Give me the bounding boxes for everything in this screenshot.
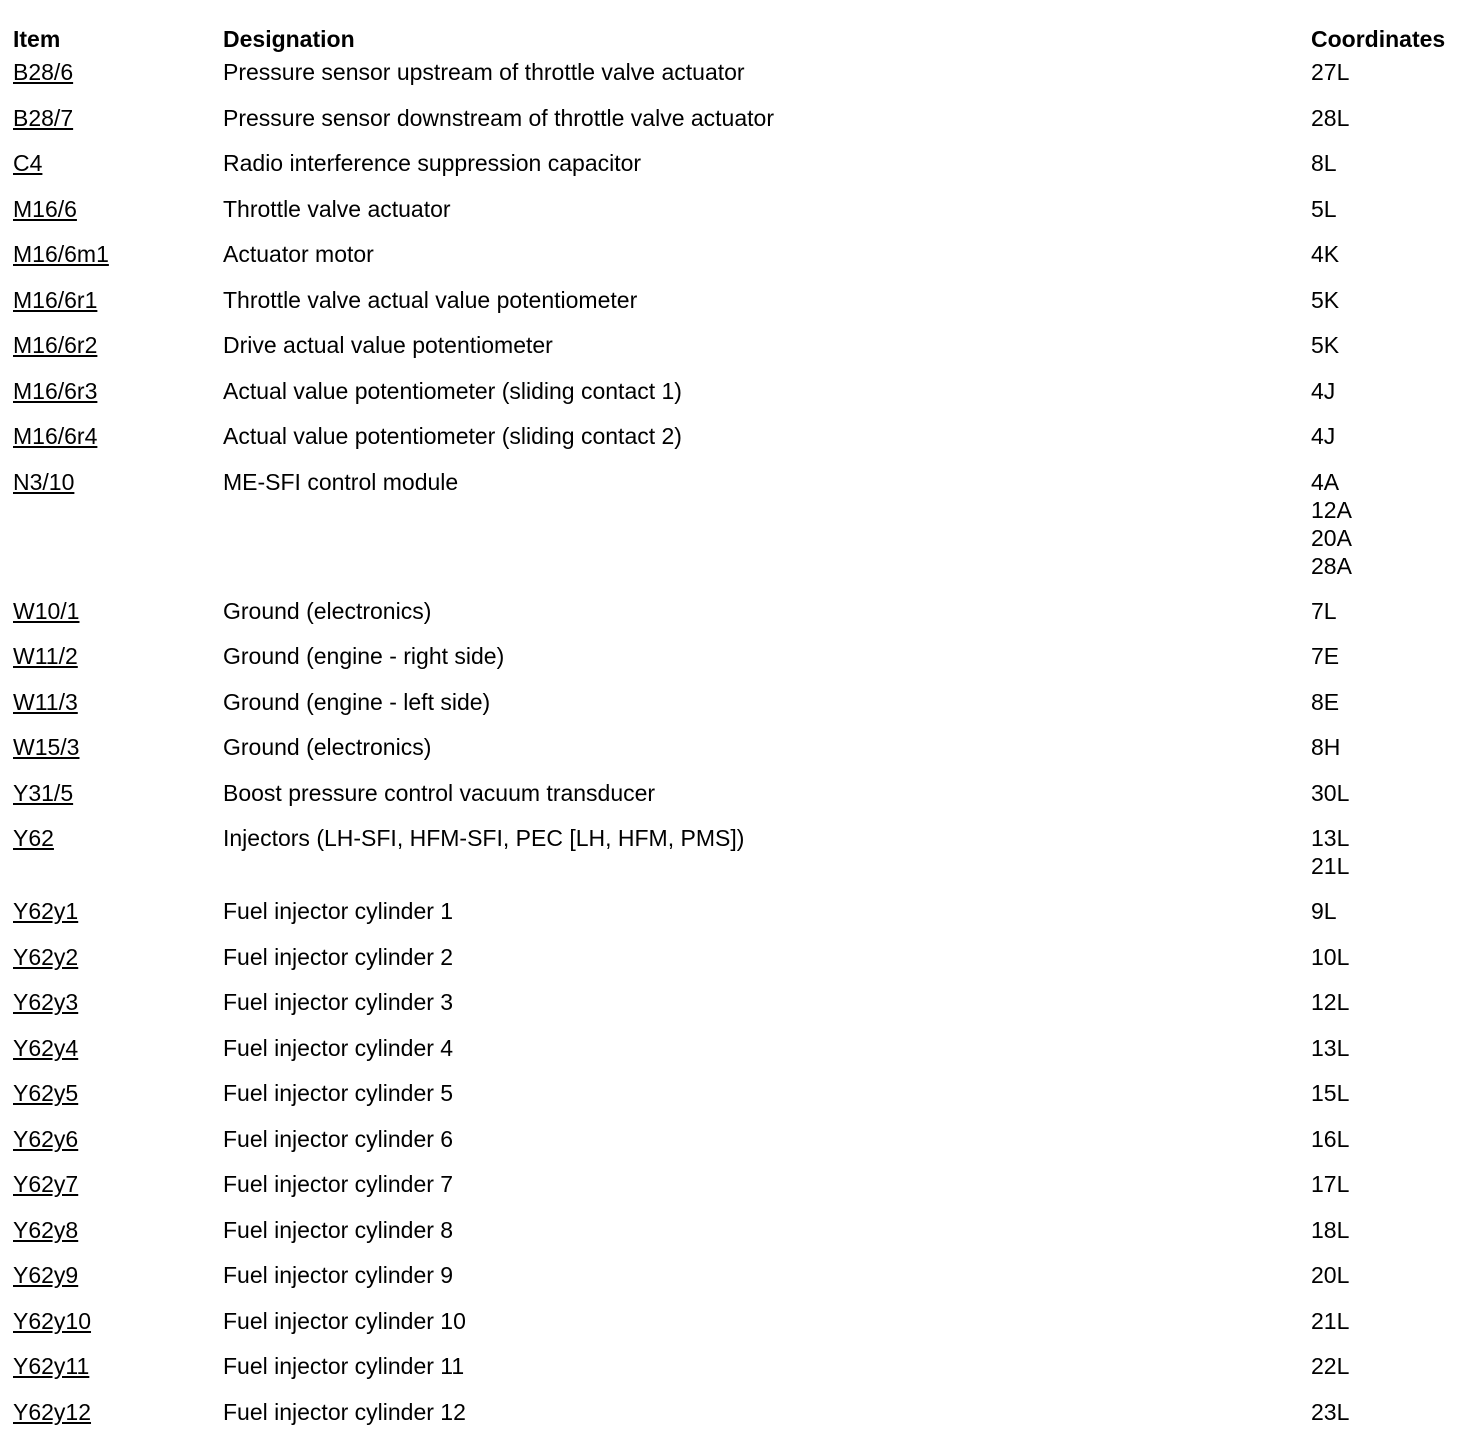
item-cell [13,1213,223,1259]
coordinate-value: 4J [1311,422,1469,450]
designation-cell: Ground (engine - left side) [223,685,1311,731]
table-row [13,1076,1469,1122]
designation-cell: Actual value potentiometer (sliding contact 2) [223,419,1311,465]
coordinate-value: 13L [1311,824,1469,852]
coordinates-cell [1311,146,1469,192]
table-row [13,192,1469,238]
coordinates-cell [1311,55,1469,101]
table-row [13,1304,1469,1350]
designation-cell: Boost pressure control vacuum transducer [223,776,1311,822]
coordinate-value: 12A [1311,496,1469,524]
table-row [13,940,1469,986]
item-cell [13,101,223,147]
coordinates-column-header: Coordinates [1311,24,1469,55]
coordinates-cell [1311,776,1469,822]
coordinates-cell [1311,594,1469,640]
coordinates-cell [1311,465,1469,594]
coordinates-cell [1311,419,1469,465]
table-row [13,1167,1469,1213]
item-cell [13,639,223,685]
item-cell [13,465,223,594]
designation-cell: Fuel injector cylinder 2 [223,940,1311,986]
item-link[interactable]: W11/3 [13,689,78,715]
item-link[interactable]: M16/6r1 [13,287,97,313]
designation-cell: Drive actual value potentiometer [223,328,1311,374]
designation-cell: Pressure sensor upstream of throttle valve actuator [223,55,1311,101]
item-cell [13,283,223,329]
item-link[interactable]: B28/6 [13,59,73,85]
designation-cell: Fuel injector cylinder 3 [223,985,1311,1031]
designation-cell: Fuel injector cylinder 10 [223,1304,1311,1350]
item-link[interactable]: Y62y8 [13,1217,78,1243]
item-cell [13,146,223,192]
item-link[interactable]: Y62y6 [13,1126,78,1152]
table-row [13,374,1469,420]
designation-cell: Throttle valve actual value potentiometer [223,283,1311,329]
coordinate-value: 16L [1311,1125,1469,1153]
component-legend-table [13,24,1469,1440]
item-link[interactable]: Y62y4 [13,1035,78,1061]
item-link[interactable]: W11/2 [13,643,78,669]
coordinate-value: 9L [1311,897,1469,925]
coordinates-cell [1311,328,1469,374]
coordinate-value: 7L [1311,597,1469,625]
designation-cell: Radio interference suppression capacitor [223,146,1311,192]
coordinate-value: 5L [1311,195,1469,223]
table-row [13,821,1469,894]
coordinate-value: 15L [1311,1079,1469,1107]
designation-column-header: Designation [223,24,1311,55]
item-cell [13,237,223,283]
table-row [13,1258,1469,1304]
table-row [13,328,1469,374]
coordinate-value: 22L [1311,1352,1469,1380]
designation-cell: Fuel injector cylinder 11 [223,1349,1311,1395]
coordinates-cell [1311,1076,1469,1122]
coordinates-cell [1311,940,1469,986]
designation-cell: Actual value potentiometer (sliding contact 1) [223,374,1311,420]
table-row [13,639,1469,685]
item-link[interactable]: M16/6r4 [13,423,97,449]
table-row [13,1031,1469,1077]
item-link[interactable]: Y62y11 [13,1353,89,1379]
coordinate-value: 7E [1311,642,1469,670]
designation-cell: Injectors (LH-SFI, HFM-SFI, PEC [LH, HFM, PMS]) [223,821,1311,894]
table-row [13,237,1469,283]
item-link[interactable]: Y62y3 [13,989,78,1015]
item-cell [13,1304,223,1350]
item-cell [13,1122,223,1168]
item-link[interactable]: W10/1 [13,598,79,624]
item-cell [13,776,223,822]
coordinate-value: 5K [1311,286,1469,314]
item-cell [13,894,223,940]
designation-cell: Fuel injector cylinder 7 [223,1167,1311,1213]
table-row [13,1213,1469,1259]
table-row [13,1122,1469,1168]
coordinates-cell [1311,283,1469,329]
item-cell [13,419,223,465]
item-cell [13,730,223,776]
header-row [13,24,1469,55]
item-link[interactable]: M16/6 [13,196,77,222]
table-row [13,146,1469,192]
coordinate-value: 13L [1311,1034,1469,1062]
table-row [13,101,1469,147]
item-cell [13,1031,223,1077]
coordinate-value: 10L [1311,943,1469,971]
coordinates-cell [1311,237,1469,283]
item-cell [13,821,223,894]
coordinate-value: 27L [1311,58,1469,86]
coordinate-value: 8E [1311,688,1469,716]
item-link[interactable]: Y62y9 [13,1262,78,1288]
designation-cell: Ground (electronics) [223,730,1311,776]
item-link[interactable]: W15/3 [13,734,79,760]
item-column-header: Item [13,24,223,55]
item-cell [13,940,223,986]
table-row [13,594,1469,640]
legend-body [13,55,1469,1440]
designation-cell: Fuel injector cylinder 8 [223,1213,1311,1259]
coordinate-value: 17L [1311,1170,1469,1198]
table-row [13,776,1469,822]
designation-cell: Ground (electronics) [223,594,1311,640]
coordinate-value: 4J [1311,377,1469,405]
item-cell [13,685,223,731]
coordinate-value: 23L [1311,1398,1469,1426]
coordinate-value: 21L [1311,852,1469,880]
item-link[interactable]: B28/7 [13,105,73,131]
item-cell [13,985,223,1031]
item-link[interactable]: Y62 [13,825,54,851]
table-row [13,685,1469,731]
coordinate-value: 12L [1311,988,1469,1016]
coordinate-value: 28A [1311,552,1469,580]
designation-cell: Fuel injector cylinder 9 [223,1258,1311,1304]
item-link[interactable]: M16/6r3 [13,378,97,404]
coordinate-value: 4K [1311,240,1469,268]
item-link[interactable]: N3/10 [13,469,74,495]
designation-cell: Throttle valve actuator [223,192,1311,238]
item-cell [13,55,223,101]
coordinates-cell [1311,101,1469,147]
table-row [13,894,1469,940]
designation-cell: Fuel injector cylinder 12 [223,1395,1311,1440]
item-cell [13,1167,223,1213]
coordinate-value: 5K [1311,331,1469,359]
item-link[interactable]: C4 [13,150,42,176]
coordinate-value: 8L [1311,149,1469,177]
designation-cell: ME-SFI control module [223,465,1311,594]
table-row [13,985,1469,1031]
designation-cell: Fuel injector cylinder 5 [223,1076,1311,1122]
coordinates-cell [1311,894,1469,940]
coordinates-cell [1311,985,1469,1031]
table-row [13,419,1469,465]
coordinates-cell [1311,1213,1469,1259]
table-row [13,465,1469,594]
designation-cell: Fuel injector cylinder 4 [223,1031,1311,1077]
item-cell [13,192,223,238]
table-row [13,1395,1469,1440]
item-link[interactable]: Y62y12 [13,1399,91,1425]
coordinates-cell [1311,1258,1469,1304]
table-row [13,283,1469,329]
coordinates-cell [1311,1167,1469,1213]
designation-cell: Pressure sensor downstream of throttle valve actuator [223,101,1311,147]
coordinate-value: 20L [1311,1261,1469,1289]
coordinates-cell [1311,685,1469,731]
item-link[interactable]: Y62y1 [13,898,78,924]
coordinate-value: 18L [1311,1216,1469,1244]
item-link[interactable]: M16/6r2 [13,332,97,358]
item-cell [13,374,223,420]
coordinates-cell [1311,639,1469,685]
table-row [13,730,1469,776]
item-cell [13,1395,223,1440]
item-link[interactable]: Y62y2 [13,944,78,970]
coordinates-cell [1311,1304,1469,1350]
coordinates-cell [1311,374,1469,420]
coordinate-value: 4A [1311,468,1469,496]
item-cell [13,328,223,374]
coordinates-cell [1311,192,1469,238]
designation-cell: Ground (engine - right side) [223,639,1311,685]
item-link[interactable]: M16/6m1 [13,241,109,267]
coordinate-value: 21L [1311,1307,1469,1335]
coordinates-cell [1311,821,1469,894]
designation-cell: Actuator motor [223,237,1311,283]
coordinate-value: 20A [1311,524,1469,552]
item-link[interactable]: Y62y10 [13,1308,91,1334]
designation-cell: Fuel injector cylinder 1 [223,894,1311,940]
coordinates-cell [1311,1395,1469,1440]
item-cell [13,1076,223,1122]
coordinates-cell [1311,1122,1469,1168]
coordinate-value: 30L [1311,779,1469,807]
coordinate-value: 8H [1311,733,1469,761]
item-link[interactable]: Y62y5 [13,1080,78,1106]
coordinates-cell [1311,1031,1469,1077]
item-link[interactable]: Y31/5 [13,780,73,806]
table-row [13,55,1469,101]
designation-cell: Fuel injector cylinder 6 [223,1122,1311,1168]
item-link[interactable]: Y62y7 [13,1171,78,1197]
coordinates-cell [1311,730,1469,776]
item-cell [13,1258,223,1304]
coordinate-value: 28L [1311,104,1469,132]
item-cell [13,594,223,640]
